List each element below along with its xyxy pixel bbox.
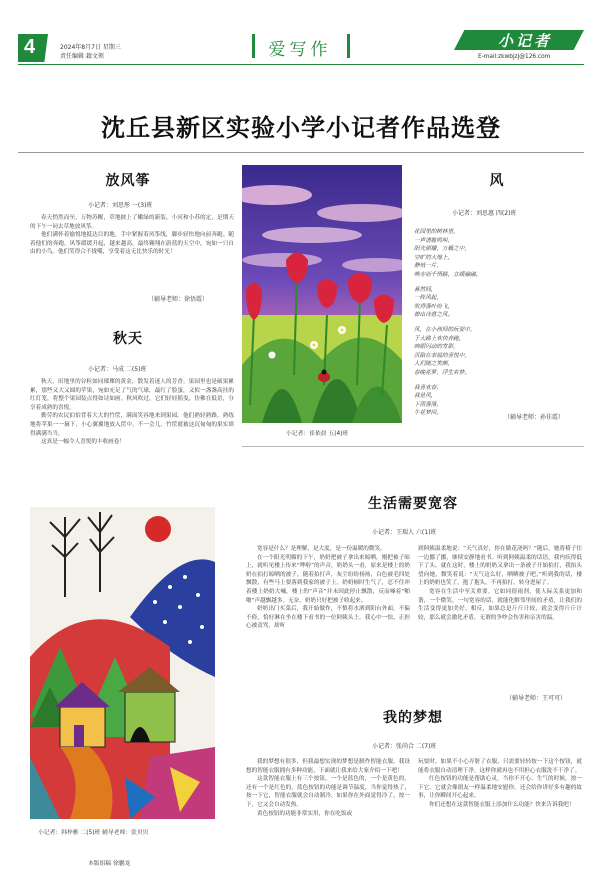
- page-number: 4: [24, 36, 36, 58]
- paragraph: 玩耍时，如果不小心弄脏了衣服，只需要轻轻按一下这个按钮，就能将衣服自动清理干净，这样你就再也不用担心衣服洗不干净了。: [418, 759, 582, 774]
- poem-line: 花园里的树林里，: [414, 229, 459, 235]
- article-title-autumn: 秋天: [113, 331, 143, 347]
- section-divider: [242, 446, 584, 447]
- body-tolerance-left: [246, 545, 410, 631]
- poem-line: 暮然间，: [414, 286, 437, 293]
- paragraph: 我的梦想有很多，但我最想实现的梦想是制作智能衣服。我设想的智能衣服拥有多种功能，下面就让我来给大家介绍一下吧！: [246, 759, 410, 774]
- body-dream-left: [246, 758, 410, 818]
- byline-kite: 小记者：刘思彤 一(3)班: [88, 202, 153, 209]
- body-kite: [30, 214, 234, 257]
- article-title-dream: 我的梦想: [383, 710, 443, 726]
- poem-line: 牛花梦回。: [414, 410, 442, 417]
- paragraph: 秋天，田地里的谷粒如同璀璨的黄金，散发着迷人的芳香。果园里也是硕果累累，那些又大又圆的苹果，宛如充足了气的气球，最红了脸蛋，又似一盏盏高挂的红灯笼，将整个果园装点得如诗如画。秋风吹过，它们轻轻摇曳，仿佛在低语，分享着成熟的喜悦。: [30, 379, 234, 411]
- poem-line: 我喜欢春，: [414, 384, 442, 391]
- paragraph: 黄色按钮的功能非常实用，你在吃饭或: [257, 810, 353, 817]
- paragraph: 宽容是什么？是理解，是大度，是一份温暖的微笑。: [257, 546, 386, 552]
- paragraph: 到阿姨温柔地说：“天气真好，你在做花浇吗？”随后，她将椅子往一边挪了挪，继续安静地看书。听到阿姨温柔的话语，我内疚得低下了头。就在这时，楼上的奶奶又拿出一条被子开始拍打，我抬头望向她，微笑着说：“天气这么好，晒晒被子吧。”听到我的话，楼上的奶奶也笑了，抱了抱头，不再拍打，转身进屋了。: [418, 546, 582, 587]
- poem-line: 吹得落叶纷飞，: [414, 303, 454, 310]
- village-painting: [30, 507, 215, 819]
- poem-line: 一声清脆鸣叫，: [414, 237, 454, 244]
- poem-line: 阳光照耀，万籁之中，: [414, 246, 470, 253]
- body-autumn: [30, 378, 234, 447]
- poem-line: 风，在小孩间的玩耍中，: [414, 326, 476, 333]
- poem-line: 唤亦而千悟路，立暖融融。: [414, 271, 482, 278]
- body-dream-right: [418, 758, 582, 810]
- byline-dream: 小记者：张尚合 二(7)班: [372, 743, 437, 750]
- caption-village-painting: 小记者：韩梓雅 二(5)班 辅导老师：张贝贝: [38, 830, 149, 836]
- body-tolerance-right: [418, 545, 582, 622]
- poem-line: 一阵风起，: [414, 295, 442, 302]
- paragraph: 宽容在生活中至关重要。它如同很雨剂，使人际关系更加和谐，一个微笑，一句宽容的话，就能化解邻里间的矛盾，让我们的生活变得更加美好。相反，如果总是斤斤计较，就会变得斤斤计较，那么就会激化矛盾，无谓的争吵会伤害和亲害的温。: [418, 588, 582, 621]
- paragraph: 你们还想在这款智能衣服上添加什么功能？快来告诉我吧！: [429, 801, 575, 808]
- poem-line: 我是风，: [414, 393, 437, 400]
- brand-name: 小记者: [497, 32, 552, 50]
- title-divider: [18, 152, 584, 153]
- poem-line: 静悄一片，: [414, 263, 442, 270]
- tulip-painting: [242, 165, 402, 423]
- teacher-wind: （辅导老师：孙佳霞）: [504, 414, 565, 421]
- poem-line: 于大路上欢快奔跑，: [414, 335, 465, 342]
- responsible-editor: 责任编辑 籍文领: [60, 53, 104, 60]
- paragraph: 奶奶出门买菜后，我开始做作，不慎将水洒到阳台外面，不偏不倚，恰好淋在坐在楼下看书的一位阿姨头上。我心中一惊，正担心被责骂，却听: [246, 606, 410, 630]
- poem-line: 沉陷在幸福的喜悦中，: [414, 352, 470, 359]
- poem-line: 春晚花萝，浮生若梦。: [414, 369, 470, 376]
- footer-credit: 本版组稿 徐鹏龙: [88, 861, 131, 867]
- article-title-kite: 放风筝: [105, 173, 151, 189]
- teacher-tolerance: （辅导老师：王可可）: [506, 695, 567, 702]
- article-title-tolerance: 生活需要宽容: [368, 496, 458, 512]
- contact-email: E-mail:zkwbjzj@126.com: [478, 54, 551, 60]
- poem-line: 空旷的大地上，: [414, 254, 454, 261]
- paragraph: 这款智能衣服上有三个按钮，一个是蓝色的，一个是黄色的，还有一个是红色的。蓝色按钮的功能是调节温度，当你觉得热了，按一下它，智能衣服就会自动制冷，如果你在外面觉得冷了，按一下，它又会自动发热。: [246, 776, 410, 808]
- main-title: 沈丘县新区实验小学小记者作品选登: [101, 114, 501, 142]
- issue-date: 2024年8月7日 星期三: [60, 44, 121, 51]
- article-title-wind: 风: [489, 173, 505, 189]
- header-divider: [18, 64, 584, 65]
- paragraph: 这真是一幅令人喜悦的丰收画卷！: [41, 439, 125, 446]
- section-title: 爱写作: [268, 40, 332, 60]
- teacher-kite: （辅导老师：徐悟霞）: [148, 296, 209, 303]
- byline-wind: 小记者：刘思惠 四(2)班: [452, 210, 517, 217]
- poem-line: 人们随之笑颜，: [414, 361, 454, 368]
- paragraph: 勤劳的农民伯伯背着大大的竹筐，满面笑容地来到果园。他们熟轻熟路，熟练地将苹果一一摘下，小心翼翼地放入筐中。不一会儿，竹筐就被这沉甸甸的果实填得满满当当。: [30, 413, 234, 437]
- caption-tulip-painting: 小记者：崔依晨 五(4)班: [286, 431, 349, 437]
- paragraph: 红色按钮的功能是帮助心灵，当你不开心、生气的时候，按一下它，它就会像朋友一样温柔地安慰你，还会给你讲好多有趣的故事，让你瞬间开心起来。: [418, 776, 582, 800]
- byline-autumn: 小记者：马成 二(5)班: [88, 366, 147, 373]
- poem-line: 映眼闪动的发影，: [414, 344, 459, 351]
- paragraph: 他们满怀着愉悦地抵达目的地，手中紧握着风筝线，脚步轻快地向前奔跑。随着他们的奔跑，风筝缓缓升起，越来越高，最终翱翔在蔚蓝的天空中，宛如一只自由的小鸟。他们笑得合不拢嘴，享受着这无比快乐的时光！: [30, 232, 234, 256]
- poem-line: 下雨落落，: [414, 401, 442, 408]
- poem-line: 撩出诗意之风。: [414, 312, 454, 319]
- byline-tolerance: 小记者：王瑞人 六(1)班: [372, 529, 437, 536]
- paragraph: 春天悄然而至，万物苏醒，草地披上了嫩绿的新装。小河和小苏的定，是期天的下午一同去草地放风筝。: [30, 215, 234, 230]
- paragraph: 在一个阳光明媚的下午，奶奶把被子拿出来晾晒，刚把被子晾上，就听见楼上传来“哗啦”的声音，奶奶头一看，原来是楼上的奶奶在拍打晾晒的被子，随着拍打声，灰尘纷纷扬扬，白色被毛四处飘散，有些马上要落到我家的被子上。奶奶顿时生气了，忍不住冲着楼上奶奶大喊。楼上的“声音”并未因此停止飘散，反而嗓着“啪啪”声越飘越多。无奈，奶奶只好把被子收起来。: [246, 554, 410, 604]
- poem-wind: [414, 228, 584, 418]
